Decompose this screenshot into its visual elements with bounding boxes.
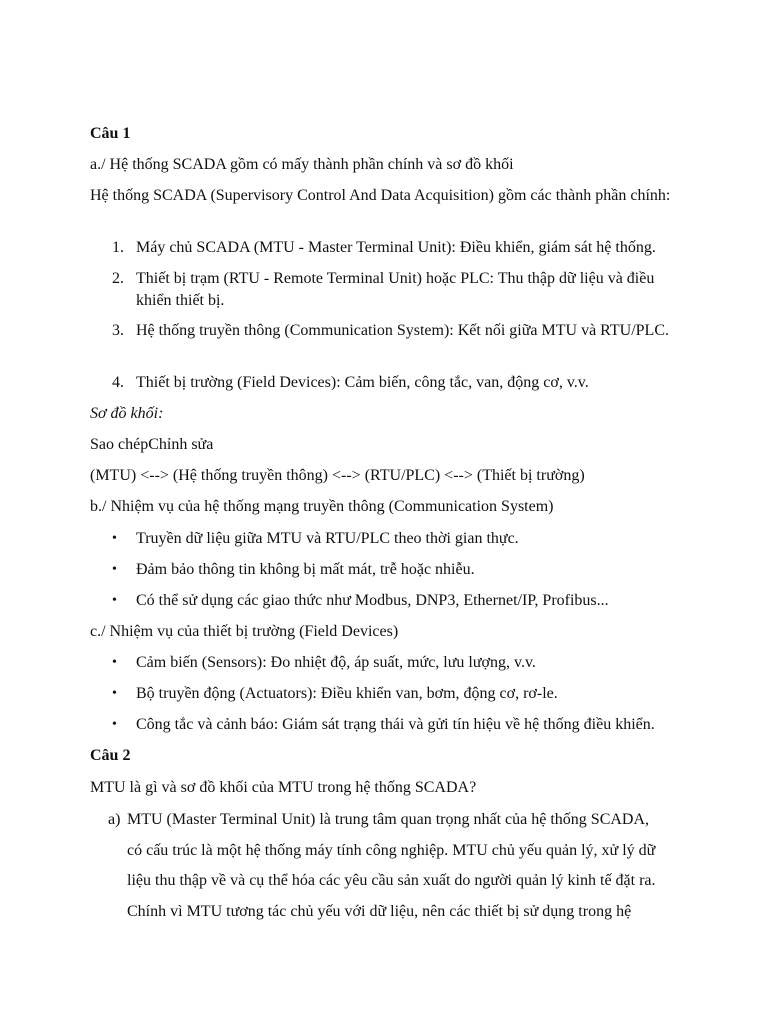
copy-edit-text: Sao chépChỉnh sửa: [90, 436, 214, 453]
list-item-text: Hệ thống truyền thông (Communication System): Kết nối giữa MTU và RTU/PLC.: [136, 322, 669, 339]
component-list-item: [112, 268, 672, 312]
list-item-text: Thiết bị trạm (RTU - Remote Terminal Unit) hoặc PLC: Thu thập dữ liệu và điều khiển thiết bị.: [136, 270, 655, 309]
part-b-title: b./ Nhiệm vụ của hệ thống mạng truyền thông (Communication System): [90, 498, 554, 515]
question-2-prompt: MTU là gì và sơ đồ khối của MTU trong hệ thống SCADA?: [90, 779, 477, 796]
list-number: 2.: [112, 270, 124, 287]
list-item-text: Bộ truyền động (Actuators): Điều khiển van, bơm, động cơ, rơ-le.: [136, 685, 558, 702]
bullet: •: [112, 593, 117, 608]
scada-intro-paragraph: Hệ thống SCADA (Supervisory Control And Data Acquisition) gồm các thành phần chính:: [90, 187, 671, 204]
bullet: •: [112, 686, 117, 701]
list-item-text: Đảm bảo thông tin không bị mất mát, trễ hoặc nhiễu.: [136, 561, 475, 578]
question-1-heading: Câu 1: [90, 125, 131, 142]
list-item: [112, 590, 672, 612]
list-item: [112, 714, 672, 736]
bullet: •: [112, 655, 117, 670]
bullet: •: [112, 531, 117, 546]
component-list-item: [112, 237, 672, 259]
component-list-item: [112, 320, 672, 342]
answer-text: MTU (Master Terminal Unit) là trung tâm quan trọng nhất của hệ thống SCADA, có cấu trúc là một hệ thống máy tính công nghiệp. MTU chủ yếu quản lý, xử lý dữ liệu thu thập về và cụ thể hóa các yêu cầu sản xuất do người quản lý kinh tế đặt ra. Chính vì MTU tương tác chủ yếu với dữ liệu, nên các thiết bị sử dụng trong hệ: [127, 811, 656, 920]
list-item: [112, 528, 672, 550]
list-item-text: Có thể sử dụng các giao thức như Modbus, DNP3, Ethernet/IP, Profibus...: [136, 592, 609, 609]
list-item-text: Máy chủ SCADA (MTU - Master Terminal Unit): Điều khiển, giám sát hệ thống.: [136, 239, 656, 256]
list-item-text: Thiết bị trường (Field Devices): Cảm biến, công tắc, van, động cơ, v.v.: [136, 374, 589, 391]
block-diagram-text: (MTU) <--> (Hệ thống truyền thông) <--> (RTU/PLC) <--> (Thiết bị trường): [90, 467, 585, 484]
list-number: 1.: [112, 239, 124, 256]
list-number: 4.: [112, 374, 124, 391]
list-item-text: Cảm biến (Sensors): Đo nhiệt độ, áp suất, mức, lưu lượng, v.v.: [136, 654, 536, 671]
question-2-heading: Câu 2: [90, 747, 131, 764]
bullet: •: [112, 717, 117, 732]
list-item: [112, 559, 672, 581]
answer-label: a): [108, 811, 121, 828]
list-item: [112, 652, 672, 674]
bullet: •: [112, 562, 117, 577]
list-number: 3.: [112, 322, 124, 339]
answer-paragraph: [108, 805, 668, 927]
part-a-title: a./ Hệ thống SCADA gồm có mấy thành phần chính và sơ đồ khối: [90, 156, 514, 173]
part-c-title: c./ Nhiệm vụ của thiết bị trường (Field Devices): [90, 623, 399, 640]
list-item: [112, 683, 672, 705]
list-item-text: Truyền dữ liệu giữa MTU và RTU/PLC theo thời gian thực.: [136, 530, 519, 547]
block-diagram-label: Sơ đồ khối:: [90, 405, 164, 422]
component-list-item: [112, 372, 672, 394]
list-item-text: Công tắc và cảnh báo: Giám sát trạng thái và gửi tín hiệu về hệ thống điều khiển.: [136, 716, 655, 733]
